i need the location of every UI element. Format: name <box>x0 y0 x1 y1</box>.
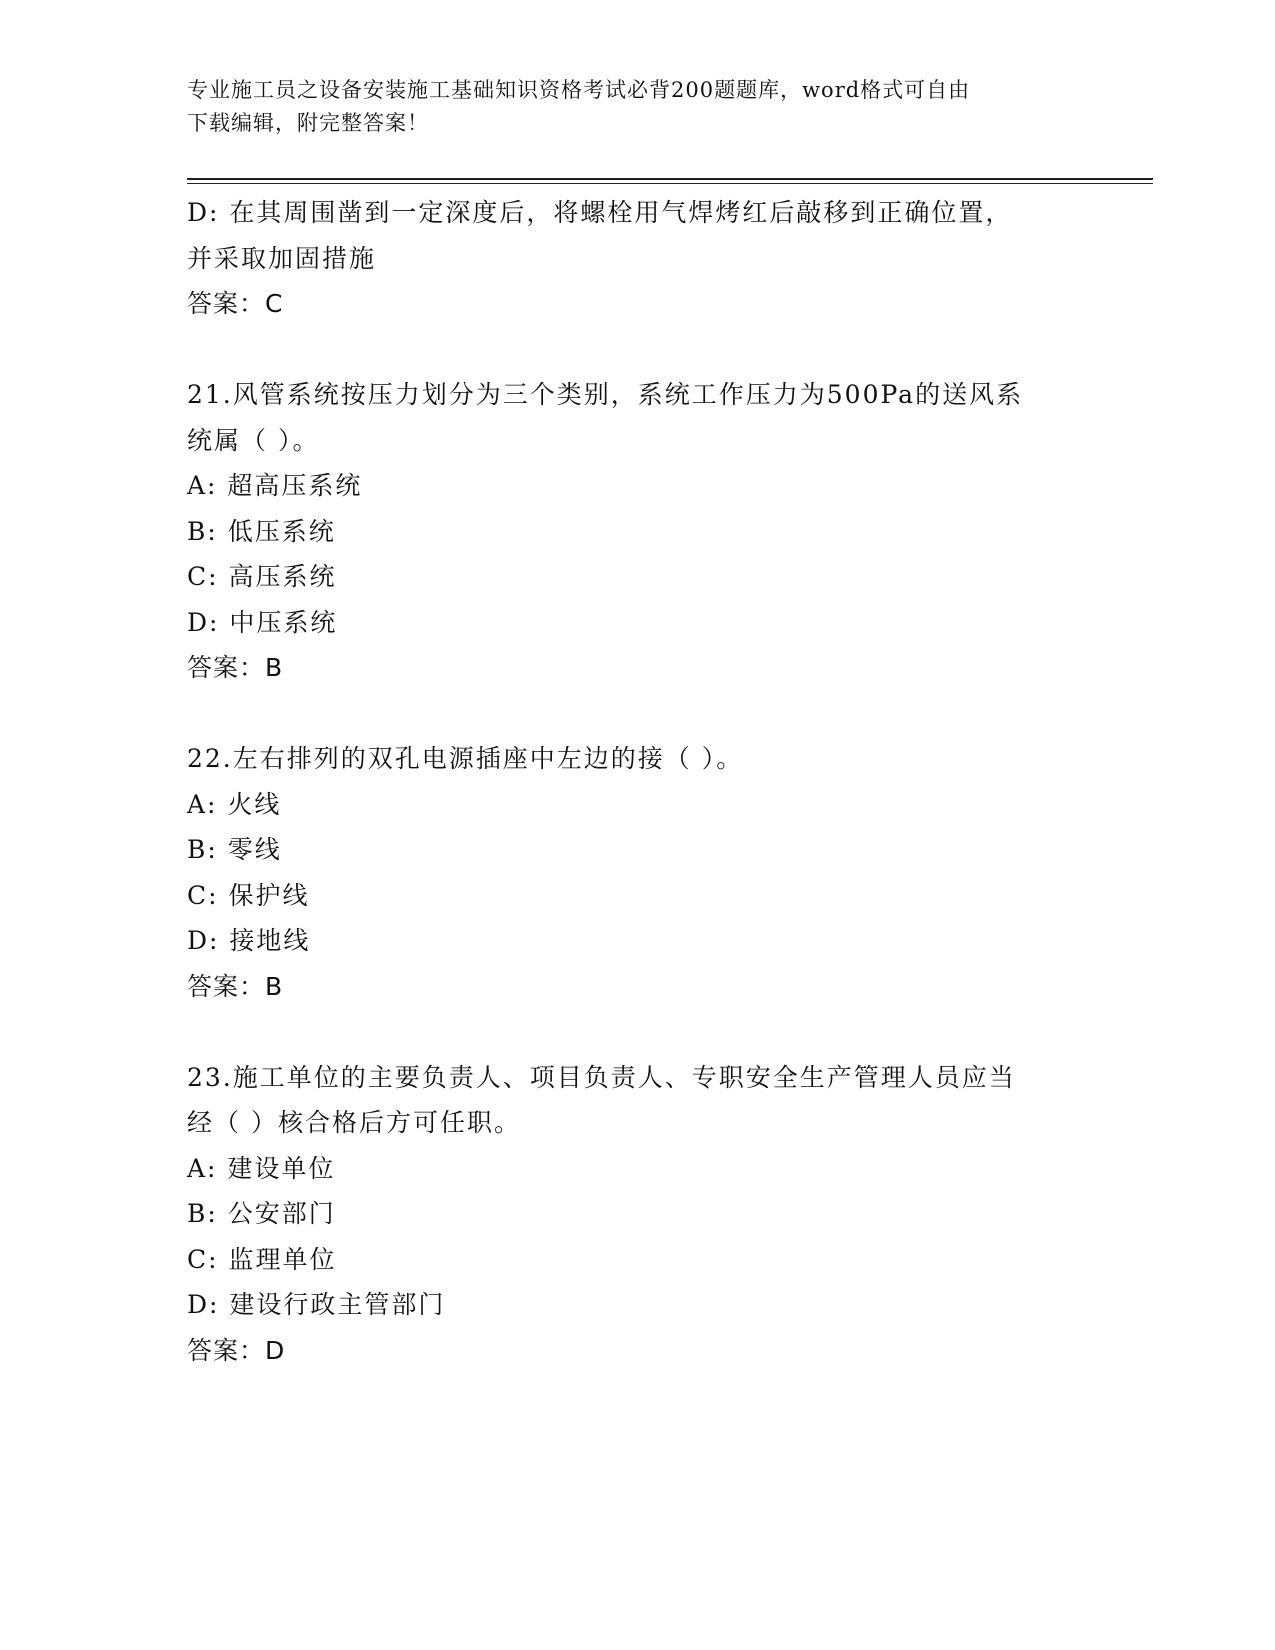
option-b: B: 公安部门 <box>187 1199 336 1228</box>
option-d-line-1: D: 在其周围凿到一定深度后，将螺栓用气焊烤红后敲移到正确位置， <box>187 198 1013 227</box>
option-d: D: 接地线 <box>187 926 311 955</box>
question-23 <box>187 1055 1087 1374</box>
question-stem-line-2: 统属（ ）。 <box>187 425 320 455</box>
question-21 <box>187 372 1087 691</box>
document-body <box>187 190 1087 1373</box>
answer-line: 答案：D <box>187 1335 286 1365</box>
header-rule-thick <box>187 178 1153 180</box>
question-22 <box>187 736 1087 1009</box>
spacer <box>187 327 1087 373</box>
answer-line: 答案：B <box>187 653 284 682</box>
question-stem-line-1: 23.施工单位的主要负责人、项目负责人、专职安全生产管理人员应当 <box>187 1062 1016 1092</box>
option-d-line-2: 并采取加固措施 <box>187 243 377 273</box>
header-rule-thin <box>187 183 1153 184</box>
option-a: A: 超高压系统 <box>187 471 363 500</box>
option-c: C: 保护线 <box>187 880 310 910</box>
header-line-1: 专业施工员之设备安装施工基础知识资格考试必背200题题库，word格式可自由 <box>187 78 971 102</box>
question-stem-line-2: 经（ ）核合格后方可任职。 <box>187 1108 521 1137</box>
answer-line: 答案：B <box>187 971 284 1001</box>
spacer <box>187 691 1087 737</box>
document-header <box>187 74 1067 140</box>
option-c: C: 高压系统 <box>187 562 337 591</box>
question-stem-line-1: 22.左右排列的双孔电源插座中左边的接（ ）。 <box>187 744 744 773</box>
option-b: B: 零线 <box>187 835 282 864</box>
option-d: D: 建设行政主管部门 <box>187 1290 446 1319</box>
option-a: A: 火线 <box>187 789 282 819</box>
header-line-2: 下载编辑，附完整答案！ <box>187 111 429 135</box>
option-a: A: 建设单位 <box>187 1153 336 1183</box>
option-d: D: 中压系统 <box>187 607 338 637</box>
option-b: B: 低压系统 <box>187 516 336 546</box>
answer-line: 答案：C <box>187 289 284 318</box>
option-c: C: 监理单位 <box>187 1244 337 1274</box>
carryover-block <box>187 190 1087 327</box>
spacer <box>187 1009 1087 1055</box>
question-stem-line-1: 21.风管系统按压力划分为三个类别，系统工作压力为500Pa的送风系 <box>187 380 1024 409</box>
